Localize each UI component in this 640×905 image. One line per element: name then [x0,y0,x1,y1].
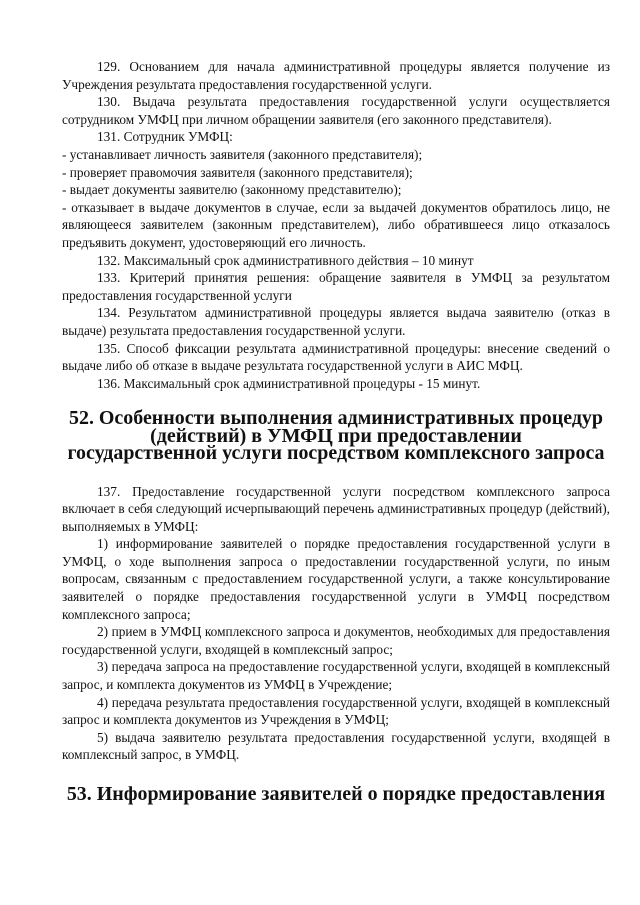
paragraph-132: 132. Максимальный срок административного действия – 10 минут [97,252,474,268]
list-item-identity: - устанавливает личность заявителя (законного представителя); [62,146,423,162]
list-item-reception: 2) прием в УМФЦ комплексного запроса и документов, необходимых для предоставления государственной услуги, входящей в комплексный запрос; [62,624,610,657]
list-item-refusal: - отказывает в выдаче документов в случае, если за выдачей документов обратилось лицо, не являющееся заявителем (законным представителем), либо обратившееся лицо отказалось предъявить документ, удостоверяющий его личность. [62,199,610,250]
paragraph-136: 136. Максимальный срок административной процедуры - 15 минут. [97,375,481,391]
list-item-issuance: 5) выдача заявителю результата предоставления государственной услуги, входящей в комплексный запрос, в УМФЦ. [62,729,610,763]
paragraph-134: 134. Результатом административной процедуры является выдача заявителю (отказ в выдаче) результата предоставления государственной услуги. [62,305,610,338]
paragraph-131: 131. Сотрудник УМФЦ: [97,129,233,145]
paragraph-137: 137. Предоставление государственной услуги посредством комплексного запроса включает в себя следующий исчерпывающий перечень административных процедур (действий), выполняемых в УМФЦ: [62,483,610,534]
paragraph-135: 135. Способ фиксации результата административной процедуры: внесение сведений о выдаче либо об отказе в выдаче результата государственной услуги в АИС МФЦ. [62,340,610,374]
section-53-heading [62,783,610,805]
spacer [62,463,610,483]
list-item-issue: - выдает документы заявителю (законному представителю); [62,182,402,198]
document-page [62,58,610,803]
list-item-informing: 1) информирование заявителей о порядке предоставления государственной услуги в УМФЦ, о ходе выполнения запроса о предоставлении государственной услуги, по иным вопросам, связанным с предоставлением государственной услуги, а также консультирование заявителей о порядке предоставления государственной услуги в УМФЦ посредством комплексного запроса; [62,536,610,622]
list-item-transfer-request: 3) передача запроса на предоставление государственной услуги, входящей в комплексный запрос, и комплекта документов из УМФЦ в Учреждение; [62,659,610,693]
heading-line: государственной услуги посредством комплексного запроса [67,442,605,465]
list-item-transfer-result: 4) передача результата предоставления государственной услуги, входящей в комплексный запрос и комплекта документов из Учреждения в УМФЦ; [62,694,610,728]
paragraph-129: 129. Основанием для начала административной процедуры является получение из Учреждения результата предоставления государственной услуги. [62,59,610,92]
section-52-body [62,483,610,765]
heading-line: 53. Информирование заявителей о порядке предоставления [66,783,606,805]
heading-line: 52. Особенности выполнения административных процедур [69,407,603,430]
heading-line: (действий) в УМФЦ при предоставлении [150,424,522,447]
section-52-heading [62,407,610,465]
list-item-authority: - проверяет правомочия заявителя (законного представителя); [62,164,413,180]
paragraph-130: 130. Выдача результата предоставления государственной услуги осуществляется сотрудником УМФЦ при личном обращении заявителя (его законного представителя). [62,94,610,127]
section-procedure-result [62,58,610,392]
paragraph-133: 133. Критерий принятия решения: обращение заявителя в УМФЦ за результатом предоставления государственной услуги [62,270,610,303]
